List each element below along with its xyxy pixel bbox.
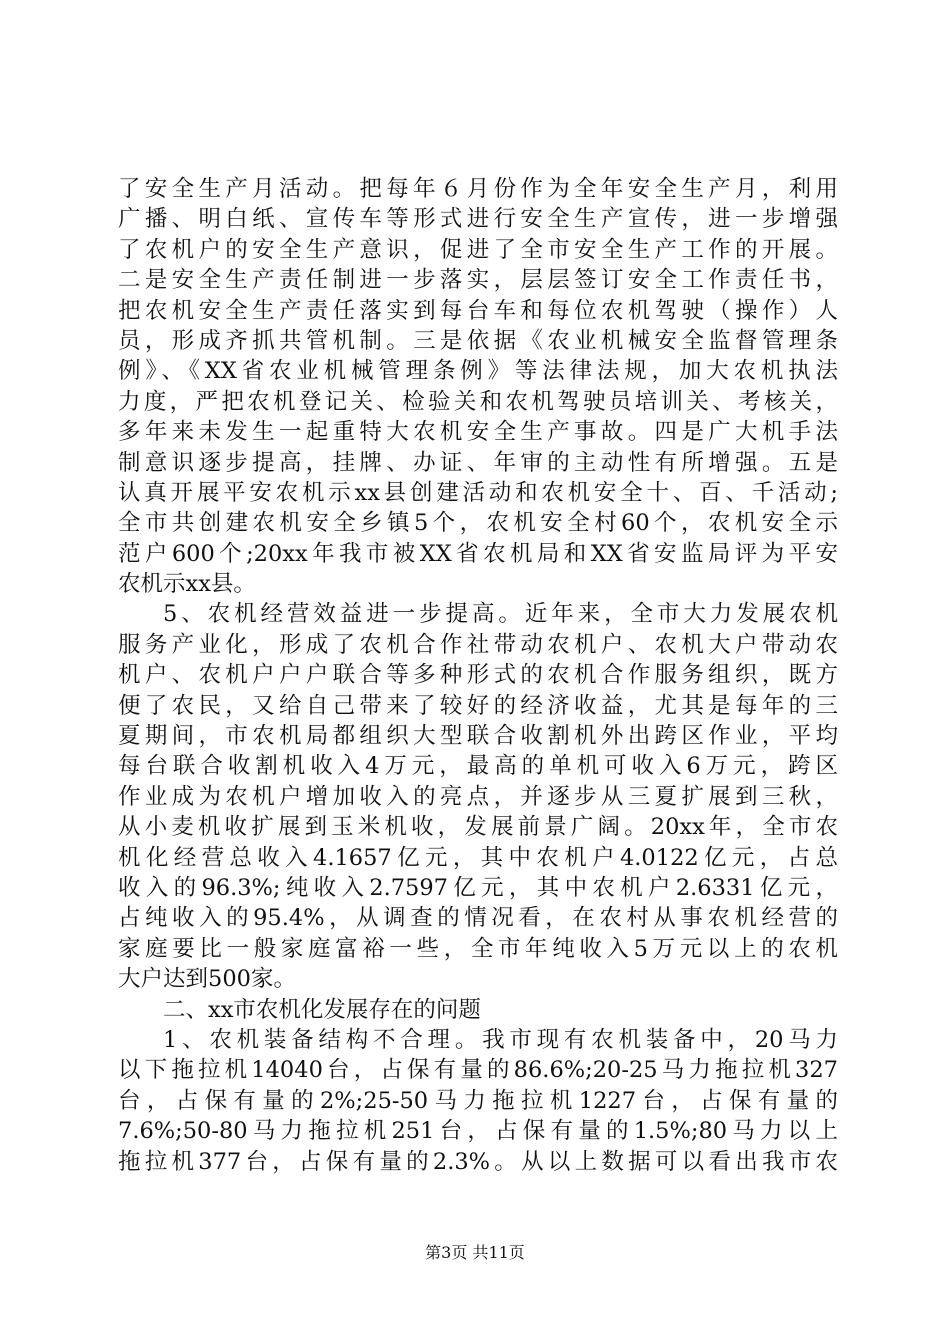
text-line: 服务产业化，形成了农机合作社带动农机户、农机大户带动农	[118, 631, 838, 658]
text-line: 拖拉机377台，占保有量的2.3%。从以上数据可以看出我市农	[118, 1148, 838, 1175]
text-line: 了安全生产月活动。把每年６月份作为全年安全生产月，利用	[118, 176, 838, 202]
paragraph-start-line: 5、农机经营效益进一步提高。近年来，全市大力发展农机	[163, 601, 838, 628]
text-line: 员，形成齐抓共管机制。三是依据《农业机械安全监督管理条	[118, 327, 838, 354]
page-number-footer: 第3页 共11页	[425, 1243, 525, 1262]
text-line: 以下拖拉机14040台，占保有量的86.6%;20-25马力拖拉机327	[118, 1057, 838, 1084]
text-line: 从小麦机收扩展到玉米机收，发展前景广阔。20xx年，全市农	[118, 814, 838, 841]
text-line: 多年来未发生一起重特大农机安全生产事故。四是广大机手法	[118, 419, 838, 446]
text-line: 占纯收入的95.4%，从调查的情况看，在农村从事农机经营的	[118, 905, 838, 932]
text-line: 家庭要比一般家庭富裕一些，全市年纯收入5万元以上的农机	[118, 935, 838, 962]
text-line: 作业成为农机户增加收入的亮点，并逐步从三夏扩展到三秋，	[118, 783, 838, 810]
paragraph-start-line: 1、农机装备结构不合理。我市现有农机装备中，20马力	[163, 1026, 838, 1053]
text-line: 机化经营总收入4.1657亿元，其中农机户4.0122亿元，占总	[118, 844, 838, 871]
text-line: 了农机户的安全生产意识，促进了全市安全生产工作的开展。	[118, 236, 838, 263]
text-line: 把农机安全生产责任落实到每台车和每位农机驾驶（操作）人	[118, 297, 838, 324]
text-line: 7.6%;50-80马力拖拉机251台，占保有量的1.5%;80马力以上	[118, 1118, 838, 1145]
text-line: 机户、农机户户户联合等多种形式的农机合作服务组织，既方	[118, 662, 838, 689]
body-text	[118, 174, 838, 1177]
text-line: 农机示xx县。	[118, 571, 256, 598]
text-line: 广播、明白纸、宣传车等形式进行安全生产宣传，进一步增强	[118, 206, 838, 233]
text-line: 二是安全生产责任制进一步落实，层层签订安全工作责任书，	[118, 267, 838, 294]
text-line: 制意识逐步提高，挂牌、办证、年审的主动性有所增强。五是	[118, 449, 838, 476]
text-line: 便了农民，又给自己带来了较好的经济收益，尤其是每年的三	[118, 692, 838, 719]
section-heading: 二、xx市农机化发展存在的问题	[163, 996, 481, 1023]
text-line: 夏期间，市农机局都组织大型联合收割机外出跨区作业，平均	[118, 723, 838, 750]
text-line: 收入的96.3%;纯收入2.7597亿元，其中农机户2.6331亿元，	[118, 874, 838, 901]
text-line: 台，占保有量的2%;25-50马力拖拉机1227台，占保有量的	[118, 1087, 838, 1114]
text-line: 全市共创建农机安全乡镇5个，农机安全村60个，农机安全示	[118, 510, 838, 537]
text-line: 力度，严把农机登记关、检验关和农机驾驶员培训关、考核关，	[118, 388, 838, 415]
text-line: 大户达到500家。	[118, 966, 296, 993]
text-line: 例》、《XX省农业机械管理条例》等法律法规，加大农机执法	[118, 358, 838, 385]
text-line: 范户600个;20xx年我市被XX省农机局和XX省安监局评为平安	[118, 540, 838, 567]
text-line: 每台联合收割机收入4万元，最高的单机可收入6万元，跨区	[118, 753, 838, 780]
text-line: 认真开展平安农机示xx县创建活动和农机安全十、百、千活动;	[118, 479, 838, 506]
